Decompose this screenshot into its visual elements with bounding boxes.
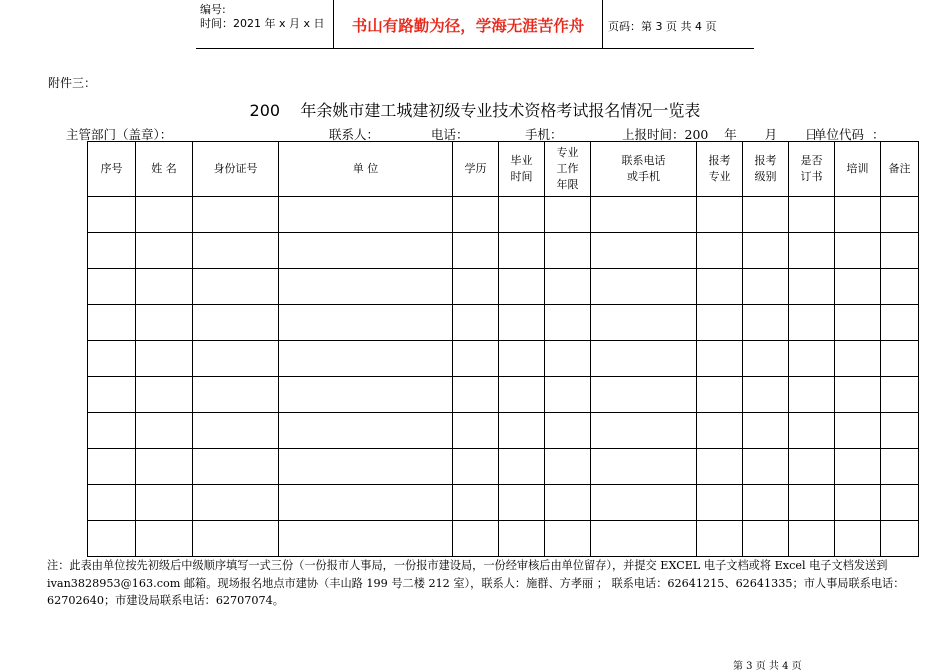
table-cell[interactable] bbox=[453, 233, 499, 269]
table-cell[interactable] bbox=[279, 413, 453, 449]
table-cell[interactable] bbox=[193, 269, 279, 305]
table-row bbox=[88, 269, 919, 305]
table-cell[interactable] bbox=[835, 485, 881, 521]
table-cell[interactable] bbox=[591, 233, 697, 269]
page-title: 200 年余姚市建工城建初级专业技术资格考试报名情况一览表 bbox=[249, 101, 701, 120]
table-cell[interactable] bbox=[193, 413, 279, 449]
table-cell[interactable] bbox=[789, 233, 835, 269]
table-cell[interactable] bbox=[136, 233, 193, 269]
table-cell[interactable] bbox=[136, 305, 193, 341]
table-cell[interactable] bbox=[136, 485, 193, 521]
table-cell[interactable] bbox=[545, 377, 591, 413]
table-row bbox=[88, 413, 919, 449]
table-cell[interactable] bbox=[136, 449, 193, 485]
table-row bbox=[88, 341, 919, 377]
table-row bbox=[88, 233, 919, 269]
table-cell[interactable] bbox=[193, 197, 279, 233]
table-cell[interactable] bbox=[279, 269, 453, 305]
table-cell[interactable] bbox=[88, 449, 136, 485]
col-exam-major: 报考 专业 bbox=[697, 142, 743, 197]
table-cell[interactable] bbox=[453, 521, 499, 557]
table-cell[interactable] bbox=[499, 305, 545, 341]
report-time-label: 上报时间：200 年 月 日 bbox=[622, 127, 818, 142]
table-cell[interactable] bbox=[743, 413, 789, 449]
table-cell[interactable] bbox=[193, 485, 279, 521]
table-cell[interactable] bbox=[545, 485, 591, 521]
table-cell[interactable] bbox=[88, 341, 136, 377]
col-exam-level: 报考 级别 bbox=[743, 142, 789, 197]
table-cell[interactable] bbox=[789, 197, 835, 233]
motto-text: 书山有路勤为径，学海无涯苦作舟 bbox=[351, 17, 585, 35]
phone-label: 电话： bbox=[431, 127, 469, 142]
table-cell[interactable] bbox=[545, 413, 591, 449]
table-cell[interactable] bbox=[697, 521, 743, 557]
table-cell[interactable] bbox=[697, 377, 743, 413]
table-cell[interactable] bbox=[88, 377, 136, 413]
table-cell[interactable] bbox=[499, 521, 545, 557]
table-cell[interactable] bbox=[835, 197, 881, 233]
table-cell[interactable] bbox=[136, 197, 193, 233]
table-cell[interactable] bbox=[279, 233, 453, 269]
table-cell[interactable] bbox=[697, 269, 743, 305]
table-body bbox=[88, 197, 919, 557]
table-cell[interactable] bbox=[193, 377, 279, 413]
table-cell[interactable] bbox=[193, 233, 279, 269]
header-divider-right bbox=[602, 0, 603, 48]
table-cell[interactable] bbox=[499, 413, 545, 449]
table-cell[interactable] bbox=[743, 269, 789, 305]
col-graduation-time: 毕业 时间 bbox=[499, 142, 545, 197]
table-header-row bbox=[88, 142, 919, 197]
note-text: 注：此表由单位按先初级后中级顺序填写一式三份（一份报市人事局，一份报市建设局，一份经审核后由单位留存），并提交 EXCEL 电子文档或将 Excel 电子文档发送到 ivan3828953@163.com 邮箱。现场报名地点市建协（丰山路 199 号二楼 212 室），联系人：施群、方孝丽 ； 联系电话：62641215、62641335；市人事局联系电话： 62702640；市建设局联系电话：62707074。 bbox=[47, 559, 905, 607]
table-row bbox=[88, 521, 919, 557]
col-name: 姓 名 bbox=[136, 142, 193, 197]
col-contact-phone: 联系电话 或手机 bbox=[591, 142, 697, 197]
table-cell[interactable] bbox=[743, 521, 789, 557]
table-cell[interactable] bbox=[136, 377, 193, 413]
table-cell[interactable] bbox=[193, 521, 279, 557]
table-cell[interactable] bbox=[545, 305, 591, 341]
table-cell[interactable] bbox=[743, 485, 789, 521]
mobile-label: 手机： bbox=[525, 127, 563, 142]
table-cell[interactable] bbox=[789, 485, 835, 521]
table-cell[interactable] bbox=[545, 233, 591, 269]
table-cell[interactable] bbox=[743, 197, 789, 233]
table-cell[interactable] bbox=[881, 269, 919, 305]
table-cell[interactable] bbox=[591, 341, 697, 377]
col-education: 学历 bbox=[453, 142, 499, 197]
table-cell[interactable] bbox=[881, 449, 919, 485]
col-training: 培训 bbox=[835, 142, 881, 197]
table-cell[interactable] bbox=[835, 269, 881, 305]
unit-code-label: 单位代码 ： bbox=[814, 127, 885, 142]
table-cell[interactable] bbox=[789, 521, 835, 557]
table-cell[interactable] bbox=[453, 485, 499, 521]
table-cell[interactable] bbox=[591, 449, 697, 485]
table-cell[interactable] bbox=[279, 485, 453, 521]
table-cell[interactable] bbox=[499, 341, 545, 377]
table-cell[interactable] bbox=[136, 341, 193, 377]
table-cell[interactable] bbox=[835, 521, 881, 557]
table-cell[interactable] bbox=[453, 197, 499, 233]
table-cell[interactable] bbox=[545, 341, 591, 377]
table-cell[interactable] bbox=[545, 521, 591, 557]
table-cell[interactable] bbox=[697, 233, 743, 269]
table-cell[interactable] bbox=[136, 521, 193, 557]
table-cell[interactable] bbox=[499, 197, 545, 233]
table-cell[interactable] bbox=[835, 341, 881, 377]
table-cell[interactable] bbox=[453, 377, 499, 413]
table-cell[interactable] bbox=[88, 197, 136, 233]
col-unit: 单 位 bbox=[279, 142, 453, 197]
col-order-book: 是否 订书 bbox=[789, 142, 835, 197]
table-cell[interactable] bbox=[881, 341, 919, 377]
table-cell[interactable] bbox=[88, 269, 136, 305]
table-cell[interactable] bbox=[881, 233, 919, 269]
table-cell[interactable] bbox=[136, 269, 193, 305]
table-cell[interactable] bbox=[193, 449, 279, 485]
table-cell[interactable] bbox=[835, 377, 881, 413]
table-cell[interactable] bbox=[835, 305, 881, 341]
table-cell[interactable] bbox=[545, 449, 591, 485]
table-cell[interactable] bbox=[591, 413, 697, 449]
table-cell[interactable] bbox=[453, 269, 499, 305]
table-cell[interactable] bbox=[591, 521, 697, 557]
table-cell[interactable] bbox=[697, 197, 743, 233]
table-cell[interactable] bbox=[789, 413, 835, 449]
table-cell[interactable] bbox=[697, 485, 743, 521]
table-cell[interactable] bbox=[499, 269, 545, 305]
table-cell[interactable] bbox=[697, 413, 743, 449]
table-cell[interactable] bbox=[789, 341, 835, 377]
col-remarks: 备注 bbox=[881, 142, 919, 197]
col-index: 序号 bbox=[88, 142, 136, 197]
table-cell[interactable] bbox=[835, 413, 881, 449]
table-cell[interactable] bbox=[453, 341, 499, 377]
table-cell[interactable] bbox=[789, 377, 835, 413]
table-cell[interactable] bbox=[136, 413, 193, 449]
table-cell[interactable] bbox=[499, 449, 545, 485]
table-cell[interactable] bbox=[193, 305, 279, 341]
table-cell[interactable] bbox=[88, 233, 136, 269]
table-cell[interactable] bbox=[279, 341, 453, 377]
time-label: 时间：2021 年 x 月 x 日 bbox=[200, 17, 325, 30]
table-cell[interactable] bbox=[545, 197, 591, 233]
table-cell[interactable] bbox=[591, 305, 697, 341]
table-cell[interactable] bbox=[279, 305, 453, 341]
contact-label: 联系人： bbox=[329, 127, 380, 142]
table-cell[interactable] bbox=[88, 485, 136, 521]
table-row bbox=[88, 449, 919, 485]
table-cell[interactable] bbox=[499, 377, 545, 413]
table-cell[interactable] bbox=[279, 449, 453, 485]
table-row bbox=[88, 485, 919, 521]
table-cell[interactable] bbox=[591, 197, 697, 233]
table-cell[interactable] bbox=[499, 485, 545, 521]
attachment-label: 附件三： bbox=[48, 76, 97, 90]
table-cell[interactable] bbox=[881, 197, 919, 233]
table-cell[interactable] bbox=[453, 449, 499, 485]
table-row bbox=[88, 197, 919, 233]
page-label: 页码：第 3 页 共 4 页 bbox=[608, 20, 717, 33]
table-cell[interactable] bbox=[279, 377, 453, 413]
table-cell[interactable] bbox=[545, 269, 591, 305]
table-cell[interactable] bbox=[591, 269, 697, 305]
table-cell[interactable] bbox=[88, 305, 136, 341]
table-cell[interactable] bbox=[743, 449, 789, 485]
table-cell[interactable] bbox=[88, 521, 136, 557]
table-cell[interactable] bbox=[279, 521, 453, 557]
registration-table bbox=[87, 141, 919, 557]
table-cell[interactable] bbox=[881, 377, 919, 413]
table-cell[interactable] bbox=[881, 413, 919, 449]
table-cell[interactable] bbox=[743, 377, 789, 413]
table-cell[interactable] bbox=[743, 305, 789, 341]
table-cell[interactable] bbox=[881, 521, 919, 557]
table-cell[interactable] bbox=[697, 341, 743, 377]
dept-label: 主管部门（盖章）： bbox=[66, 127, 173, 142]
table-cell[interactable] bbox=[279, 197, 453, 233]
table-cell[interactable] bbox=[881, 485, 919, 521]
table-cell[interactable] bbox=[835, 449, 881, 485]
col-id-number: 身份证号 bbox=[193, 142, 279, 197]
table-cell[interactable] bbox=[499, 233, 545, 269]
table-cell[interactable] bbox=[591, 377, 697, 413]
table-cell[interactable] bbox=[697, 449, 743, 485]
table-cell[interactable] bbox=[789, 305, 835, 341]
table-cell[interactable] bbox=[789, 269, 835, 305]
table-cell[interactable] bbox=[88, 413, 136, 449]
table-cell[interactable] bbox=[789, 449, 835, 485]
table-cell[interactable] bbox=[193, 341, 279, 377]
table-cell[interactable] bbox=[591, 485, 697, 521]
table-row bbox=[88, 377, 919, 413]
col-work-years: 专业 工作 年限 bbox=[545, 142, 591, 197]
table-cell[interactable] bbox=[697, 305, 743, 341]
table-cell[interactable] bbox=[881, 305, 919, 341]
page-footer: 第 3 页 共 4 页 bbox=[733, 661, 802, 672]
header-rule bbox=[196, 48, 754, 49]
table-cell[interactable] bbox=[835, 233, 881, 269]
table-cell[interactable] bbox=[743, 341, 789, 377]
serial-label: 编号: bbox=[200, 3, 226, 16]
table-cell[interactable] bbox=[743, 233, 789, 269]
table-row bbox=[88, 305, 919, 341]
table-cell[interactable] bbox=[453, 305, 499, 341]
table-cell[interactable] bbox=[453, 413, 499, 449]
